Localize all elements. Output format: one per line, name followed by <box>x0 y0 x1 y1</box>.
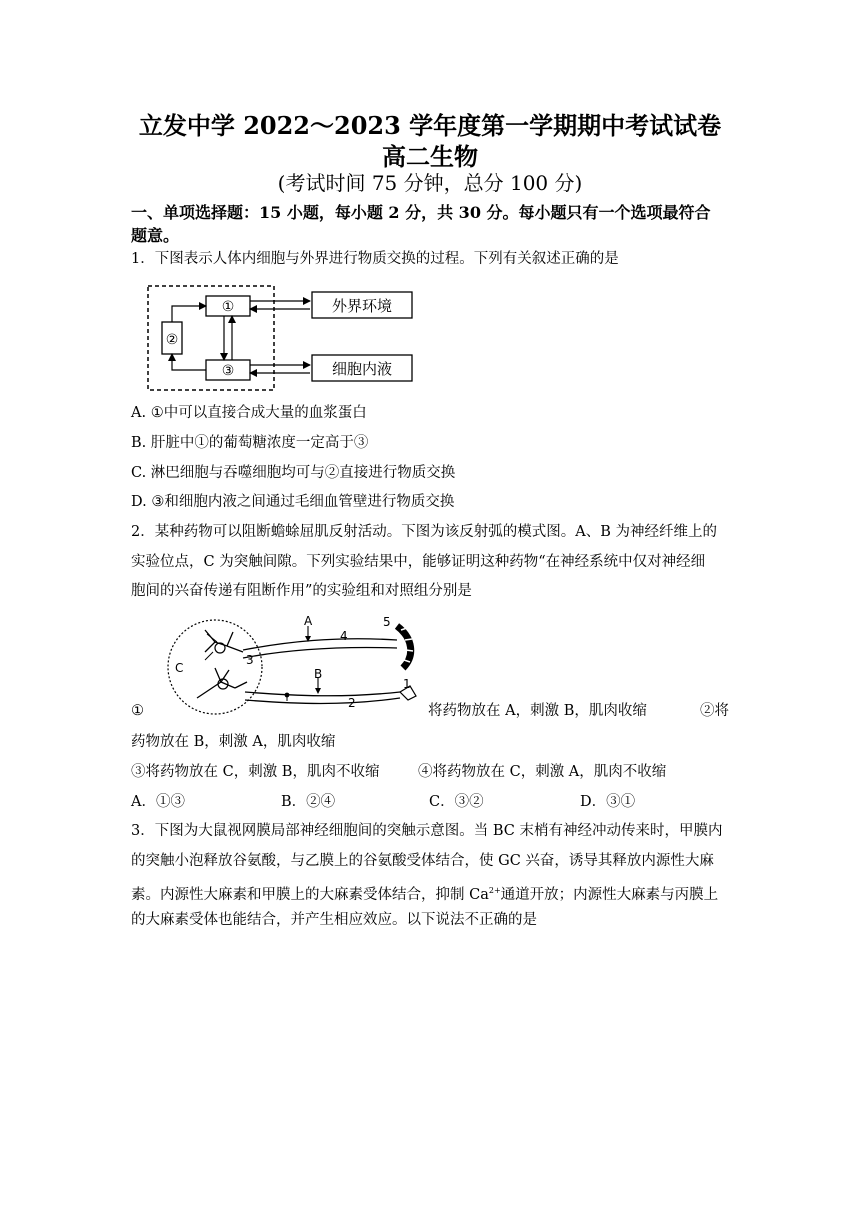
external-environment-label: 外界环境 <box>331 297 393 315</box>
box-1-label: ① <box>221 299 235 315</box>
q1-stem: 1．下图表示人体内细胞与外界进行物质交换的过程。下列有关叙述正确的是 <box>131 251 619 267</box>
q2-option-c: C．③② <box>429 794 484 810</box>
q2-stem-line2: 实验位点，C 为突触间隙。下列实验结果中，能够证明这种药物“在神经系统中仅对神经细 <box>131 554 706 570</box>
label-2: 2 <box>348 696 356 710</box>
q3-line4: 的大麻素受体也能结合，并产生相应效应。以下说法不正确的是 <box>131 912 537 928</box>
q1-option-a: A. ①中可以直接合成大量的血浆蛋白 <box>131 405 367 421</box>
label-5: 5 <box>383 615 391 629</box>
q2-item1-text: 将药物放在 A，刺激 B，肌肉收缩 <box>428 703 647 719</box>
label-A: A <box>304 614 313 628</box>
exam-title: 立发中学 2022～2023 学年度第一学期期中考试试卷 <box>138 111 722 140</box>
q3-line1: 3．下图为大鼠视网膜局部神经细胞间的突触示意图。当 BC 末梢有神经冲动传来时，甲膜内 <box>131 823 723 839</box>
q1-figure <box>140 282 430 394</box>
q2-item4: ④将药物放在 C，刺激 A，肌肉不收缩 <box>418 764 667 780</box>
q2-item2-marker: ②将 <box>700 703 729 719</box>
q2-stem-line3: 胞间的兴奋传递有阻断作用”的实验组和对照组分别是 <box>131 583 472 599</box>
label-1: 1 <box>403 677 411 691</box>
q3-line2: 的突触小泡释放谷氨酸，与乙膜上的谷氨酸受体结合，使 GC 兴奋，诱导其释放内源性大麻 <box>131 853 714 869</box>
q2-reflex-arc-figure <box>165 612 425 722</box>
q1-option-b: B. 肝脏中①的葡萄糖浓度一定高于③ <box>131 435 369 451</box>
q1-option-d: D. ③和细胞内液之间通过毛细血管壁进行物质交换 <box>131 494 455 510</box>
box-2-label: ② <box>165 332 179 348</box>
intracellular-fluid-label: 细胞内液 <box>331 360 393 378</box>
q2-item3: ③将药物放在 C，刺激 B，肌肉不收缩 <box>131 764 380 780</box>
q2-option-d: D．③① <box>580 794 636 810</box>
label-4: 4 <box>340 629 348 643</box>
q3-calcium-superscript: 2+ <box>488 886 501 895</box>
q3-line3-part1: 素。内源性大麻素和甲膜上的大麻素受体结合，抑制 Ca <box>131 886 489 903</box>
section-heading-line1: 一、单项选择题：15 小题，每小题 2 分，共 30 分。每小题只有一个选项最符合 <box>131 203 711 222</box>
label-3: 3 <box>246 653 254 667</box>
q2-stem-line1: 2．某种药物可以阻断蟾蜍屈肌反射活动。下图为该反射弧的模式图。A、B 为神经纤维上的 <box>131 524 717 540</box>
q2-item2-text: 药物放在 B，刺激 A，肌肉收缩 <box>131 734 336 750</box>
exam-info: (考试时间 75 分钟，总分 100 分) <box>277 171 583 195</box>
q2-item1-marker: ① <box>131 703 144 719</box>
section-heading-line2: 题意。 <box>131 226 180 245</box>
q3-line3 <box>131 881 731 905</box>
label-C: C <box>175 661 184 675</box>
q3-line3-part2: 通道开放；内源性大麻素与丙膜上 <box>500 886 719 903</box>
box-3-label: ③ <box>221 363 235 379</box>
q1-option-c: C. 淋巴细胞与吞噬细胞均可与②直接进行物质交换 <box>131 465 456 481</box>
q2-option-a: A．①③ <box>131 794 185 810</box>
label-B: B <box>314 667 323 681</box>
exam-subject: 高二生物 <box>382 142 478 171</box>
q2-option-b: B．②④ <box>281 794 336 810</box>
